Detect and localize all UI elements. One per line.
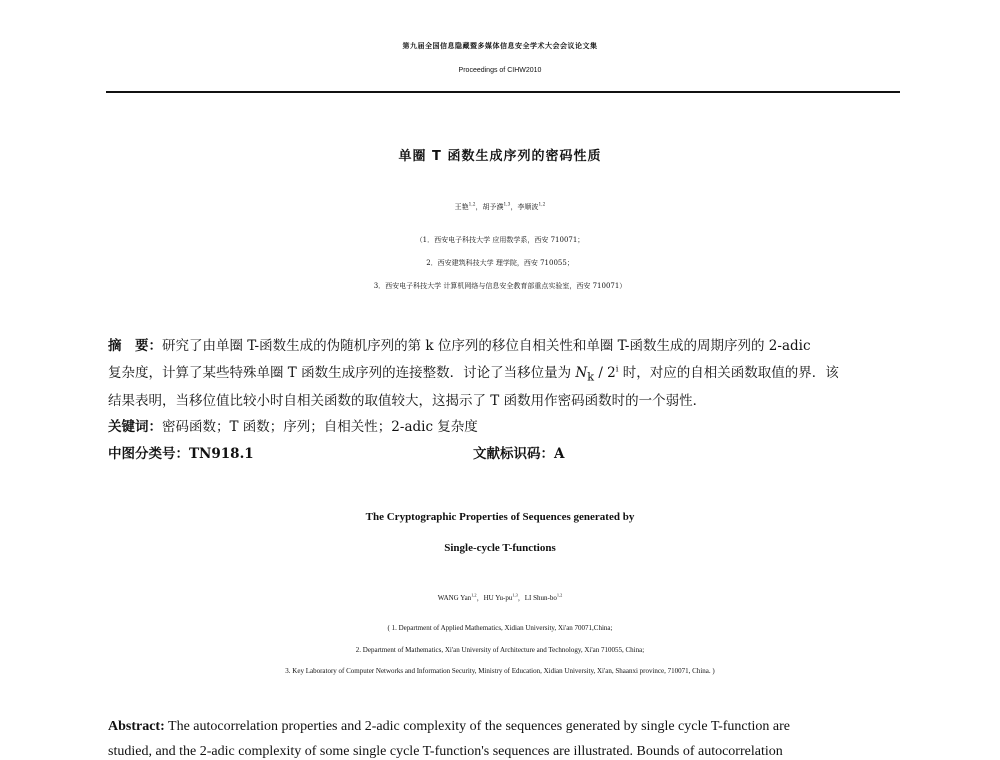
abstract-en-label: Abstract:: [108, 719, 165, 734]
author-separator-en: ，: [517, 594, 525, 602]
affiliation-cn-1: （1．西安电子科技大学 应用数学系，西安 710071；: [415, 236, 585, 244]
keywords-cn-text: 密码函数；T 函数；序列；自相关性；2-adic 复杂度: [162, 419, 478, 435]
classification-number: 中图分类号：TN918.1: [108, 446, 254, 462]
affiliation-cn-2: 2．西安建筑科技大学 理学院，西安 710055；: [426, 259, 574, 267]
affiliation-en-1: ( 1. Department of Applied Mathematics, Xidian University, Xi'an 70071,China;: [387, 624, 613, 632]
affiliation-en-2: 2. Department of Mathematics, Xi'an University of Architecture and Technology, Xi'an 710055, China;: [355, 646, 645, 654]
abstract-cn-text-1: 研究了由单圈 T-函数生成的伪随机序列的第 k 位序列的移位自相关性和单圈 T-函数生成的周期序列的 2-adic: [162, 338, 811, 354]
paper-title-en-line-1: The Cryptographic Properties of Sequences generated by: [365, 511, 635, 523]
abstract-en-line-2: studied, and the 2-adic complexity of some single cycle T-function's sequences are illustrated. Bounds of autocorrelation: [108, 744, 783, 759]
abstract-cn-line-1: [108, 334, 811, 354]
author-2-affil: 1,3: [503, 202, 511, 208]
author-1-affil-en: 1,2: [471, 592, 477, 598]
author-1-name: 王艳: [454, 203, 469, 211]
proceedings-title-en: Proceedings of CIHW2010: [458, 67, 542, 74]
author-3-affil-en: 1,2: [556, 592, 563, 598]
keywords-cn-label: 关键词：: [108, 419, 162, 435]
document-code: 文献标识码：A: [473, 446, 565, 462]
abstract-en-text-1: The autocorrelation properties and 2-adic complexity of the sequences generated by single cycle T-function are: [164, 719, 790, 734]
affiliation-en-3: 3. Key Laboratory of Computer Networks and Information Security, Ministry of Education, Xidian University, Xi'an, Shaanxi province, 710071, China. ): [285, 667, 715, 675]
author-1-name-en: WANG Yan: [437, 594, 472, 602]
author-2-name: 胡予濮: [482, 203, 504, 211]
abstract-cn-text-2a: 复杂度，计算了某些特殊单圈 T 函数生成序列的连接整数．讨论了当移位量为: [108, 365, 576, 381]
abstract-cn-line-2: [108, 361, 839, 384]
keywords-cn: [108, 415, 478, 435]
abstract-cn-line-3: 结果表明，当移位值比较小时自相关函数的取值较大，这揭示了 T 函数用作密码函数时的一个弱性．: [108, 393, 707, 409]
author-3-name-en: LI Shun-bo: [524, 594, 557, 602]
affiliation-cn-3: 3．西安电子科技大学 计算机网络与信息安全教育部重点实验室，西安 710071）: [373, 282, 627, 290]
author-separator: ，: [510, 203, 518, 211]
author-3-affil: 1,2: [538, 202, 546, 208]
math-divisor: / 2: [594, 365, 616, 381]
author-1-affil: 1,2: [468, 202, 476, 208]
math-subscript-k: k: [587, 370, 595, 384]
author-separator: ，: [475, 203, 483, 211]
author-2-affil-en: 1,3: [512, 592, 518, 598]
math-N: N: [575, 365, 588, 381]
abstract-en-line-1: [108, 719, 900, 735]
authors-cn: [0, 202, 1000, 212]
authors-en: [0, 593, 1000, 603]
author-2-name-en: HU Yu-pu: [483, 594, 513, 602]
header-rule: [106, 91, 900, 93]
paper-title-en-line-2: Single-cycle T-functions: [444, 542, 556, 554]
math-superscript-i: i: [615, 363, 619, 374]
abstract-cn-text-2b: 时，对应的自相关函数取值的界．该: [618, 365, 839, 381]
author-3-name: 李顺波: [517, 203, 539, 211]
abstract-cn-label: 摘 要：: [108, 338, 162, 354]
author-separator-en: ，: [476, 594, 484, 602]
proceedings-title-cn: 第九届全国信息隐藏暨多媒体信息安全学术大会会议论文集: [402, 42, 598, 50]
paper-title-cn: 单圈 T 函数生成序列的密码性质: [398, 149, 602, 164]
